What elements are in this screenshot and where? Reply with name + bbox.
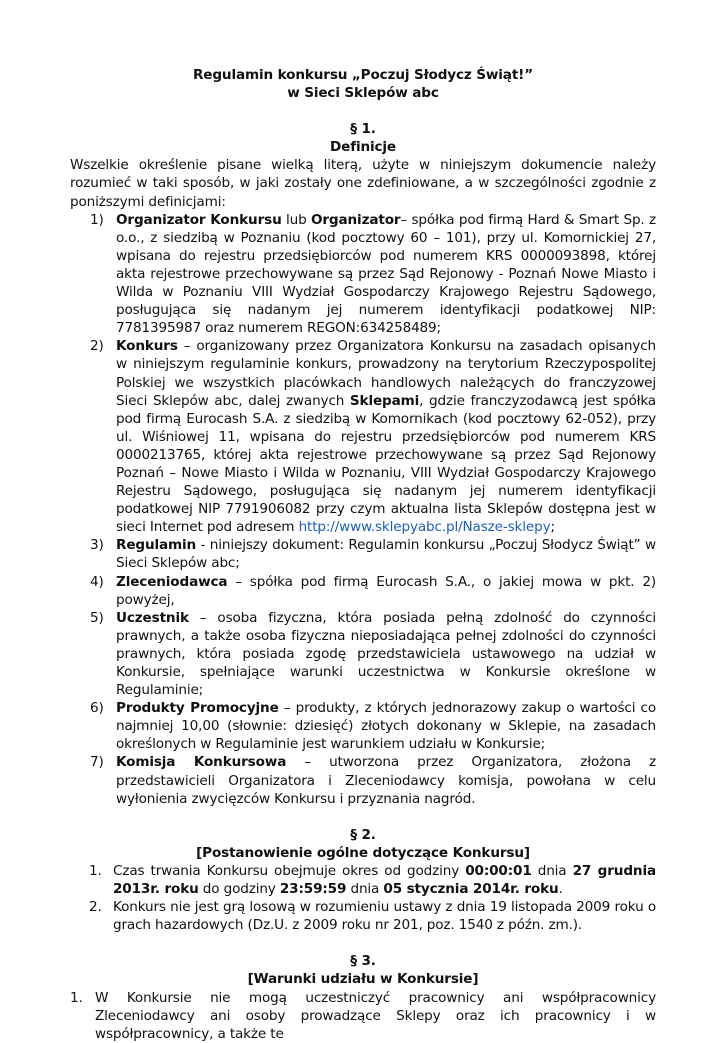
definition-item: 2) Konkurs – organizowany przez Organizatora Konkursu na zasadach opisanych w niniejszym regulaminie konkurs, prowadzony na terytorium Rzeczypospolitej Polskiej we wszystkich placówkach handlowych należących do franczyzowej Sieci Sklepów abc, dalej zwanych Sklepami, gdzie franczyzodawcą jest spółka pod firmą Eurocash S.A. z siedzibą w Komornikach (kod pocztowy 62-052), przy ul. Wiśniowej 11, wpisana do rejestru przedsiębiorców pod numerem KRS 0000213765, której akta rejestrowe przechowywane są przez Sąd Rejonowy Poznań – Nowe Miasto i Wilda w Poznaniu, VIII Wydział Gospodarczy Krajowego Rejestru Sądowego, posługująca się nadanym jej numerem identyfikacji podatkowej NIP 7791906082 przy czym aktualna lista Sklepów dostępna jest w sieci Internet pod adresem http://www.sklepyabc.pl/Nasze-sklepy;: [90, 338, 656, 536]
list-item: 1. Czas trwania Konkursu obejmuje okres od godziny 00:00:01 dnia 27 grudnia 2013r. roku do godziny 23:59:59 dnia 05 stycznia 2014r. roku.: [89, 862, 656, 898]
list-item: 2. Konkurs nie jest grą losową w rozumieniu ustawy z dnia 19 listopada 2009 roku o grach hazardowych (Dz.U. z 2009 roku nr 201, poz. 1540 z późn. zm.).: [89, 899, 656, 934]
section-1-intro: Wszelkie określenie pisane wielką literą, użyte w niniejszym dokumencie należy rozumieć w taki sposób, w jaki zostały one zdefiniowane, a w szczególności zgodnie z poniższymi definicjami:: [70, 157, 656, 210]
section-2-list: [70, 862, 656, 934]
document-title: Regulamin konkursu „Poczuj Słodycz Świąt!”: [192, 67, 534, 83]
definition-item: 3) Regulamin - niniejszy dokument: Regulamin konkursu „Poczuj Słodycz Świąt” w Sieci Sklepów abc;: [90, 537, 656, 572]
section-3-list: [70, 989, 656, 1043]
document-page: [70, 66, 656, 1043]
section-2-number: § 2.: [350, 826, 376, 843]
section-1-number: § 1.: [350, 121, 376, 138]
definitions-list: [70, 211, 656, 808]
definition-item: 1) Organizator Konkursu lub Organizator– spółka pod firmą Hard & Smart Sp. z o.o., z siedzibą w Poznaniu (kod pocztowy 60 – 101), przy ul. Komornickiej 27, wpisana do rejestru przedsiębiorców pod numerem KRS 0000093898, której akta rejestrowe przechowywane są przez Sąd Rejonowy - Poznań Nowe Miasto i Wilda w Poznaniu VIII Wydział Gospodarczy Krajowego Rejestru Sądowego, posługująca się nadanym jej numerem identyfikacji podatkowej NIP: 7781395987 oraz numerem REGON:634258489;: [90, 211, 656, 337]
section-3-heading: [Warunki udziału w Konkursie]: [247, 971, 479, 988]
definition-item: 4) Zleceniodawca – spółka pod firmą Eurocash S.A., o jakiej mowa w pkt. 2) powyżej,: [90, 573, 656, 608]
shops-list-link[interactable]: http://www.sklepyabc.pl/Nasze-sklepy: [298, 519, 551, 536]
section-1-heading: Definicje: [329, 139, 396, 156]
section-2-heading: [Postanowienie ogólne dotyczące Konkursu]: [196, 844, 530, 861]
definition-item: 6) Produkty Promocyjne – produkty, z których jednorazowy zakup o wartości co najmniej 10,00 (słownie: dziesięć) złotych dokonany w Sklepie, na zasadach określonych w Regulaminie jest warunkiem udziału w Konkursie;: [90, 700, 656, 753]
section-3-number: § 3.: [350, 953, 376, 970]
list-item: 1. W Konkursie nie mogą uczestniczyć pracownicy ani współpracownicy Zleceniodawcy ani osoby prowadzące Sklepy oraz ich pracownicy i w współpracownicy, a także te: [70, 989, 656, 1042]
definition-item: 7) Komisja Konkursowa – utworzona przez Organizatora, złożona z przedstawicieli Organizatora i Zleceniodawcy komisja, powołana w celu wyłonienia zwycięzców Konkursu i przyznania nagród.: [90, 754, 656, 807]
definition-item: 5) Uczestnik – osoba fizyczna, która posiada pełną zdolność do czynności prawnych, a także osoba fizyczna nieposiadająca pełnej zdolności do czynności prawnych, która posiada zgodę przedstawiciela ustawowego na udział w Konkursie, spełniające warunki uczestnictwa w Konkursie określone w Regulaminie;: [90, 609, 656, 699]
document-subtitle: w Sieci Sklepów abc: [287, 85, 439, 102]
